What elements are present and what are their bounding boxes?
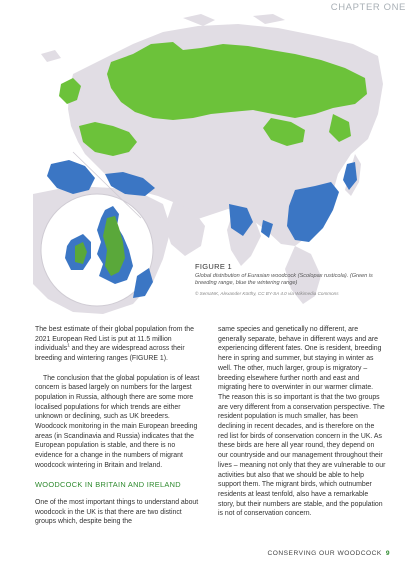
section-heading: WOODCOCK IN BRITAIN AND IRELAND [35,480,181,490]
figure-description: Global distribution of Eurasian woodcock (Scolopax rusticola). (Green is breeding range, blue the wintering range) [195,273,373,287]
left-column [35,325,203,537]
right-column [218,325,386,529]
paragraph-text: The best estimate of their global population from the 2021 European Red List is put at 11.5 million individuals [35,326,194,353]
paragraph: One of the most important things to understand about woodcock in the UK is that there are two distinct groups which, despite being the [35,498,199,526]
page-footer [230,550,390,557]
figure-caption [195,262,390,297]
paragraph-text: and they are widespread across their breeding and wintering ranges (FIGURE 1). [35,345,185,363]
chapter-heading: CHAPTER ONE [330,2,406,13]
paragraph: The conclusion that the global population is of least concern is based largely on numbers for the largest population in Russia, although there are some more localised populations for which trends are either unknown or declining, such as UK breeders. Woodcock monitoring in the main European breeding areas (in Scandinavia and Russia) indicates that the European population is stable, and there is no evidence for a change in the numbers of migrant woodcock wintering in Britain and Ireland. [35,374,200,469]
figure-title: FIGURE 1 [195,262,232,271]
paragraph: same species and genetically no different, are generally separate, behave in different ways and are experiencing different fates. One is resident, breeding here in spring and summer, but staying in winter as well. The other, much larger, group is migratory – breeding elsewhere further north and east and migrating here to overwinter in our warmer climate. The reason this is so important is that the two groups are very different from a conservation perspective. The resident population is much smaller, has been declining in recent decades, and is therefore on the red list for birds of conservation concern in the UK. As these birds are here all year round, they depend on our countryside and our management throughout their lives – meaning not only that they are vulnerable to our activities but also that we should be able to help support them. The migrant birds, which outnumber residents at least tenfold, also have a remarkable story, but their numbers are stable, and the population is not of conservation concern. [218,326,386,518]
paragraph [35,325,203,364]
page-number: 9 [385,550,390,557]
figure-credit: © SemaNK, Alexander Kürthy, CC BY-SA 4.0 via Wikimedia Commons [195,290,339,296]
footer-label: CONSERVING OUR WOODCOCK [267,550,382,557]
footnote-marker[interactable]: 1 [67,343,70,349]
